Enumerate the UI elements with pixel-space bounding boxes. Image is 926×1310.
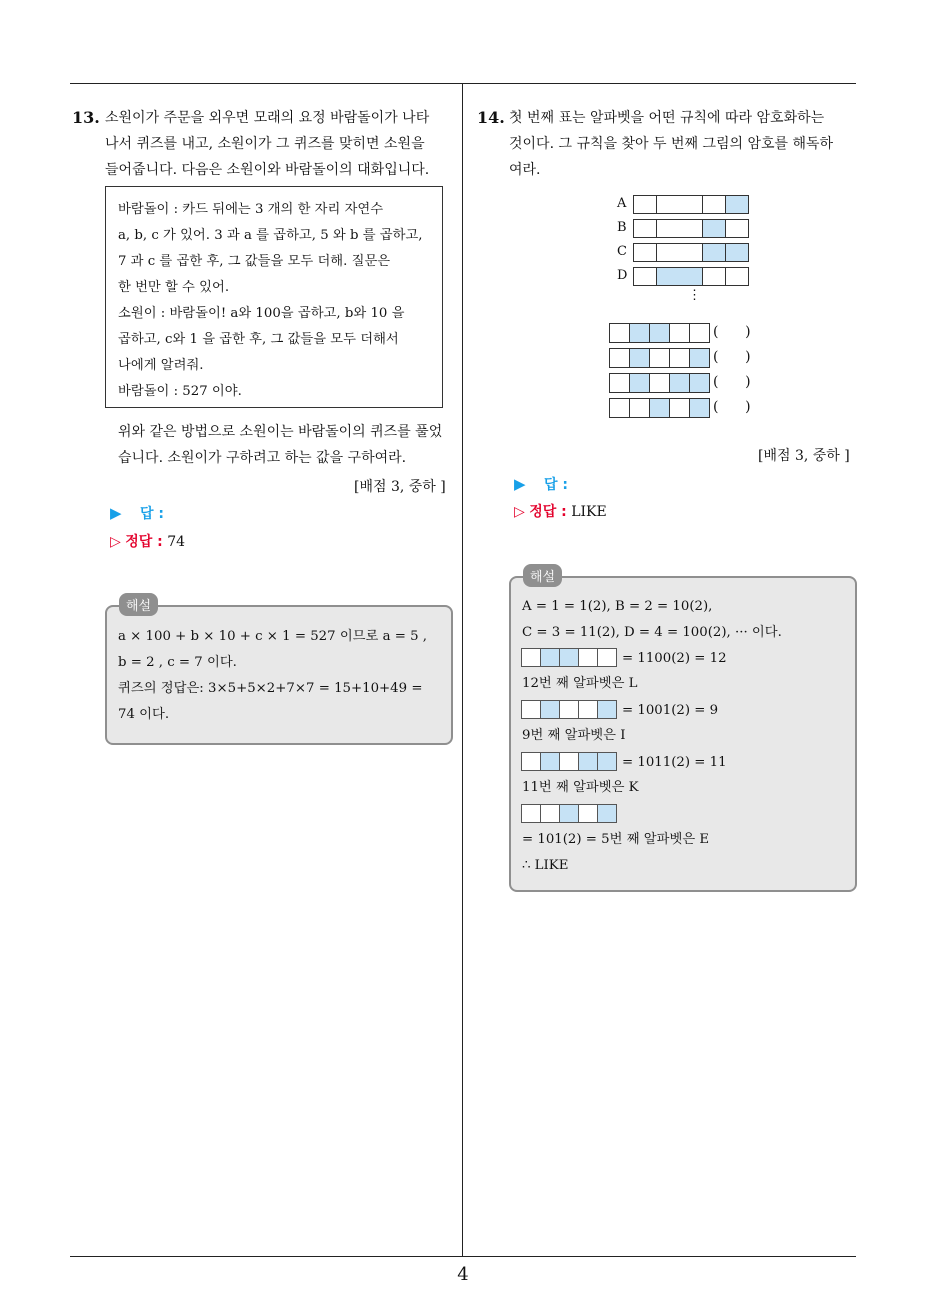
empty-cell — [702, 195, 726, 214]
empty-cell — [633, 195, 657, 214]
empty-cell — [521, 648, 541, 667]
dialog-line: 소원이 : 바람돌이! a와 100을 곱하고, b와 10 을 — [118, 306, 405, 321]
answer-label: 답 : — [140, 506, 164, 522]
shaded-cell — [629, 373, 650, 393]
dialog-line: 7 과 c 를 곱한 후, 그 값들을 모두 더해. 질문은 — [118, 254, 391, 269]
q14-expl-line2: C = 3 = 11(2), D = 4 = 100(2), ··· 이다. — [522, 625, 782, 640]
empty-cell — [578, 700, 598, 719]
q13-after-line: 위와 같은 방법으로 소원이는 바람돌이의 퀴즈를 풀었 — [118, 424, 443, 440]
q14-expl-eq4: = 101(2) = 5번 째 알파벳은 E — [522, 832, 710, 847]
q13-text-line: 소원이가 주문을 외우면 모래의 요정 바람돌이가 나타 — [105, 110, 430, 126]
cell-row — [610, 398, 710, 418]
code-row-label: D — [617, 268, 628, 283]
empty-cell — [689, 323, 710, 343]
outline-arrow-icon: ▷ — [110, 534, 121, 550]
correct-value: 74 — [167, 534, 186, 550]
empty-cell — [559, 752, 579, 771]
play-arrow-icon: ▶ — [514, 475, 526, 493]
q14-expl-eq3: = 1011(2) = 11 — [622, 755, 727, 770]
q13-score: [배점 3, 중하 ] — [354, 479, 446, 495]
q14-expl-text2: 9번 째 알파벳은 I — [522, 728, 626, 743]
empty-cell — [597, 648, 617, 667]
shaded-cell — [597, 752, 617, 771]
shaded-cell — [689, 373, 710, 393]
q14-expl-eq1: = 1100(2) = 12 — [622, 651, 727, 666]
answer-parentheses: ( ) — [713, 349, 751, 365]
shaded-cell — [702, 219, 726, 238]
shaded-cell — [669, 373, 690, 393]
empty-cell — [633, 219, 657, 238]
vertical-ellipsis: ⋮ — [688, 288, 701, 303]
empty-cell — [725, 267, 749, 286]
correct-label: 정답 : — [125, 534, 163, 550]
q13-explanation — [118, 624, 427, 728]
cell-row — [522, 752, 617, 771]
cell-row — [610, 348, 710, 368]
empty-cell — [656, 243, 703, 262]
expl-line: b = 2 , c = 7 이다. — [118, 655, 237, 670]
answer-parentheses: ( ) — [713, 324, 751, 340]
empty-cell — [609, 323, 630, 343]
code-row-label: B — [617, 220, 627, 235]
empty-cell — [578, 648, 598, 667]
empty-cell — [609, 398, 630, 418]
empty-cell — [609, 348, 630, 368]
q14-expl-text3: 11번 째 알파벳은 K — [522, 780, 639, 795]
answer-parentheses: ( ) — [713, 374, 751, 390]
empty-cell — [609, 373, 630, 393]
empty-cell — [669, 323, 690, 343]
q14-correct-row — [514, 501, 607, 521]
cell-row — [634, 219, 749, 238]
correct-label: 정답 : — [529, 504, 567, 520]
code-row-label: C — [617, 244, 627, 259]
shaded-cell — [629, 348, 650, 368]
shaded-cell — [649, 323, 670, 343]
page-number: 4 — [457, 1264, 469, 1285]
cell-row — [634, 243, 749, 262]
question-13-text — [105, 105, 429, 183]
play-arrow-icon: ▶ — [110, 504, 122, 522]
shaded-cell — [559, 804, 579, 823]
empty-cell — [669, 398, 690, 418]
answer-label: 답 : — [544, 477, 568, 493]
bottom-rule — [70, 1256, 856, 1257]
explanation-tab: 해설 — [119, 593, 158, 616]
shaded-cell — [559, 648, 579, 667]
q13-text-line: 나서 퀴즈를 내고, 소원이가 그 퀴즈를 맞히면 소원을 — [105, 136, 425, 152]
question-14-number: 14. — [477, 108, 505, 127]
dialog-line: 바람돌이 : 527 이야. — [118, 384, 242, 399]
q13-correct-row — [110, 531, 185, 551]
cell-row — [634, 267, 749, 286]
answer-parentheses: ( ) — [713, 399, 751, 415]
dialog-line: 나에게 알려줘. — [118, 358, 204, 373]
empty-cell — [656, 219, 703, 238]
q14-score: [배점 3, 중하 ] — [758, 448, 850, 464]
empty-cell — [540, 804, 560, 823]
shaded-cell — [702, 243, 726, 262]
q13-answer-row — [110, 503, 164, 523]
dialog-line: a, b, c 가 있어. 3 과 a 를 곱하고, 5 와 b 를 곱하고, — [118, 228, 423, 243]
q14-expl-text1: 12번 째 알파벳은 L — [522, 676, 638, 691]
empty-cell — [656, 195, 703, 214]
q14-text-line: 것이다. 그 규칙을 찾아 두 번째 그림의 암호를 해독하 — [509, 136, 834, 152]
explanation-tab: 해설 — [523, 564, 562, 587]
dialog-line: 곱하고, c와 1 을 곱한 후, 그 값들을 모두 더해서 — [118, 332, 399, 347]
cell-row — [610, 373, 710, 393]
q14-expl-conclusion: ∴ LIKE — [522, 858, 569, 873]
shaded-cell — [540, 752, 560, 771]
q14-text-line: 첫 번째 표는 알파벳을 어떤 규칙에 따라 암호화하는 — [509, 110, 825, 126]
empty-cell — [521, 700, 541, 719]
cell-row — [634, 195, 749, 214]
empty-cell — [702, 267, 726, 286]
shaded-cell — [725, 243, 749, 262]
dialog-box — [105, 186, 443, 408]
top-rule — [70, 83, 856, 84]
dialog-line: 한 번만 할 수 있어. — [118, 280, 230, 295]
q13-after-line: 습니다. 소원이가 구하려고 하는 값을 구하여라. — [118, 450, 407, 466]
empty-cell — [669, 348, 690, 368]
shaded-cell — [649, 398, 670, 418]
shaded-cell — [578, 752, 598, 771]
empty-cell — [633, 243, 657, 262]
shaded-cell — [597, 700, 617, 719]
empty-cell — [633, 267, 657, 286]
cell-row — [522, 700, 617, 719]
empty-cell — [649, 373, 670, 393]
shaded-cell — [597, 804, 617, 823]
shaded-cell — [656, 267, 703, 286]
expl-line: 퀴즈의 정답은: 3×5+5×2+7×7 = 15+10+49 = — [118, 681, 423, 696]
shaded-cell — [689, 398, 710, 418]
shaded-cell — [629, 323, 650, 343]
cell-row — [610, 323, 710, 343]
shaded-cell — [540, 648, 560, 667]
expl-line: 74 이다. — [118, 707, 170, 722]
q13-text-line: 들어줍니다. 다음은 소원이와 바람돌이의 대화입니다. — [105, 162, 430, 178]
q14-expl-line1: A = 1 = 1(2), B = 2 = 10(2), — [522, 599, 713, 614]
q14-text-line: 여라. — [509, 162, 541, 178]
column-divider — [462, 83, 463, 1257]
code-row-label: A — [617, 196, 627, 211]
empty-cell — [578, 804, 598, 823]
empty-cell — [649, 348, 670, 368]
dialog-line: 바람돌이 : 카드 뒤에는 3 개의 한 자리 자연수 — [118, 202, 384, 217]
q14-expl-eq2: = 1001(2) = 9 — [622, 703, 719, 718]
empty-cell — [521, 752, 541, 771]
empty-cell — [629, 398, 650, 418]
expl-line: a × 100 + b × 10 + c × 1 = 527 이므로 a = 5 , — [118, 629, 428, 644]
q14-answer-row — [514, 474, 568, 494]
cell-row — [522, 804, 617, 823]
empty-cell — [559, 700, 579, 719]
question-14-text — [509, 105, 833, 183]
shaded-cell — [725, 195, 749, 214]
shaded-cell — [689, 348, 710, 368]
question-13-followup — [118, 419, 442, 471]
correct-value: LIKE — [571, 504, 607, 520]
cell-row — [522, 648, 617, 667]
shaded-cell — [540, 700, 560, 719]
question-13-number: 13. — [72, 108, 100, 127]
outline-arrow-icon: ▷ — [514, 504, 525, 520]
empty-cell — [521, 804, 541, 823]
empty-cell — [725, 219, 749, 238]
